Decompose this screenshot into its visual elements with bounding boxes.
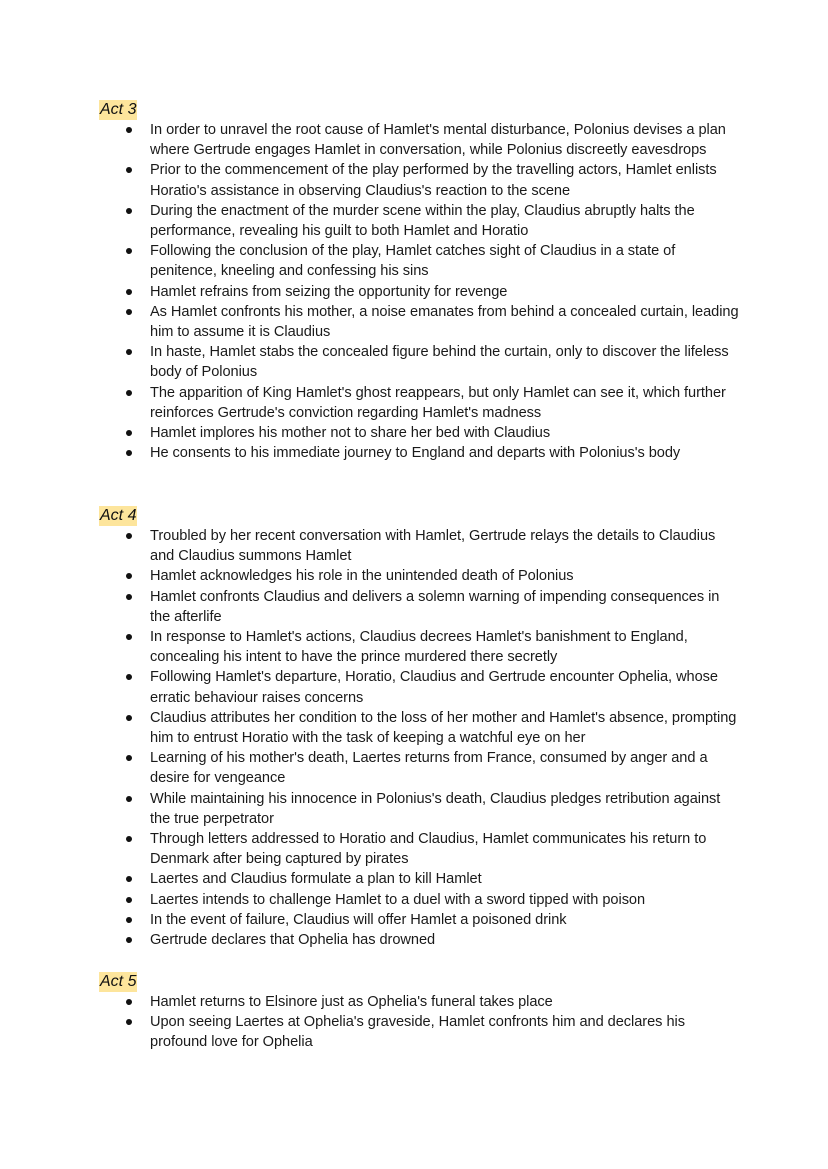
list-item-text: Claudius attributes her condition to the loss of her mother and Hamlet's absence, prompting him to entrust Horatio with the task of keeping a watchful eye on her (150, 709, 737, 747)
list-item (99, 201, 739, 241)
bullet-icon (126, 573, 132, 579)
list-item-text: Troubled by her recent conversation with Hamlet, Gertrude relays the details to Claudius and Claudius summons Hamlet (150, 528, 716, 565)
list-item (99, 342, 739, 382)
list-item-text: During the enactment of the murder scene within the play, Claudius abruptly halts the performance, revealing his guilt to both Hamlet and Horatio (150, 202, 695, 240)
bullet-icon (126, 836, 132, 842)
list-item (99, 910, 739, 930)
bullet-list (99, 120, 739, 463)
list-item (99, 748, 739, 788)
section-act-4 (99, 506, 739, 950)
list-item (99, 789, 739, 829)
list-item-text: Hamlet implores his mother not to share her bed with Claudius (150, 425, 551, 442)
list-item (99, 282, 739, 302)
list-item-text: Laertes and Claudius formulate a plan to kill Hamlet (150, 871, 482, 888)
bullet-icon (126, 127, 132, 133)
bullet-icon (126, 309, 132, 315)
bullet-icon (126, 289, 132, 295)
list-item (99, 383, 739, 423)
list-item-text: In the event of failure, Claudius will offer Hamlet a poisoned drink (150, 911, 567, 928)
list-item (99, 241, 739, 281)
bullet-icon (126, 208, 132, 214)
bullet-icon (126, 876, 132, 882)
bullet-icon (126, 897, 132, 903)
list-item-text: Upon seeing Laertes at Ophelia's graveside, Hamlet confronts him and declares his profound love for Ophelia (150, 1014, 685, 1051)
list-item (99, 566, 739, 586)
list-item (99, 890, 739, 910)
bullet-list (99, 992, 739, 1053)
list-item-text: Prior to the commencement of the play performed by the travelling actors, Hamlet enlists Horatio's assistance in observing Claudius's reaction to the scene (150, 162, 717, 199)
act-heading: Act 5 (100, 973, 137, 990)
list-item-text: In haste, Hamlet stabs the concealed figure behind the curtain, only to discover the lifeless body of Polonius (150, 344, 729, 381)
list-item-text: Hamlet confronts Claudius and delivers a solemn warning of impending consequences in the afterlife (150, 588, 720, 625)
bullet-icon (126, 349, 132, 355)
bullet-icon (126, 755, 132, 761)
bullet-icon (126, 1019, 132, 1025)
act-heading: Act 3 (100, 101, 137, 118)
bullet-icon (126, 533, 132, 539)
list-item (99, 869, 739, 889)
bullet-list (99, 526, 739, 950)
list-item-text: Through letters addressed to Horatio and Claudius, Hamlet communicates his return to Denmark after being captured by pirates (150, 831, 707, 868)
list-item (99, 708, 739, 748)
bullet-icon (126, 248, 132, 254)
section-act-3 (99, 100, 739, 463)
bullet-icon (126, 937, 132, 943)
bullet-icon (126, 594, 132, 600)
bullet-icon (126, 674, 132, 680)
list-item-text: He consents to his immediate journey to England and departs with Polonius's body (150, 445, 681, 462)
bullet-icon (126, 390, 132, 396)
bullet-icon (126, 917, 132, 923)
list-item-text: Hamlet refrains from seizing the opportunity for revenge (150, 283, 508, 300)
bullet-icon (126, 167, 132, 173)
list-item (99, 930, 739, 950)
list-item (99, 992, 739, 1012)
bullet-icon (126, 796, 132, 802)
list-item (99, 667, 739, 707)
list-item-text: Following Hamlet's departure, Horatio, Claudius and Gertrude encounter Ophelia, whose erratic behaviour raises concerns (150, 669, 718, 706)
list-item-text: Following the conclusion of the play, Hamlet catches sight of Claudius in a state of penitence, kneeling and confessing his sins (150, 243, 676, 280)
bullet-icon (126, 450, 132, 456)
bullet-icon (126, 999, 132, 1005)
list-item (99, 160, 739, 200)
list-item (99, 1012, 739, 1052)
list-item (99, 423, 739, 443)
list-item (99, 443, 739, 463)
list-item-text: Laertes intends to challenge Hamlet to a duel with a sword tipped with poison (150, 891, 646, 908)
list-item-text: Hamlet returns to Elsinore just as Ophelia's funeral takes place (150, 994, 553, 1010)
list-item-text: Learning of his mother's death, Laertes returns from France, consumed by anger and a desire for vengeance (150, 750, 708, 787)
act-heading: Act 4 (100, 507, 137, 524)
list-item-text: In order to unravel the root cause of Hamlet's mental disturbance, Polonius devises a plan where Gertrude engages Hamlet in conversation, while Polonius discreetly eavesdrops (150, 122, 726, 159)
list-item (99, 526, 739, 566)
bullet-icon (126, 715, 132, 721)
list-item (99, 302, 739, 342)
bullet-icon (126, 430, 132, 436)
list-item (99, 627, 739, 667)
list-item-text: Hamlet acknowledges his role in the unintended death of Polonius (150, 568, 574, 585)
list-item (99, 587, 739, 627)
list-item-text: In response to Hamlet's actions, Claudius decrees Hamlet's banishment to England, concealing his intent to have the prince murdered there secretly (150, 629, 688, 666)
list-item (99, 120, 739, 160)
list-item (99, 829, 739, 869)
list-item-text: As Hamlet confronts his mother, a noise emanates from behind a concealed curtain, leading him to assume it is Claudius (150, 303, 739, 341)
bullet-icon (126, 634, 132, 640)
list-item-text: Gertrude declares that Ophelia has drowned (150, 932, 436, 949)
section-act-5 (99, 972, 739, 1053)
list-item-text: The apparition of King Hamlet's ghost reappears, but only Hamlet can see it, which further reinforces Gertrude's conviction regarding Hamlet's madness (150, 384, 726, 421)
list-item-text: While maintaining his innocence in Polonius's death, Claudius pledges retribution against the true perpetrator (150, 790, 721, 827)
